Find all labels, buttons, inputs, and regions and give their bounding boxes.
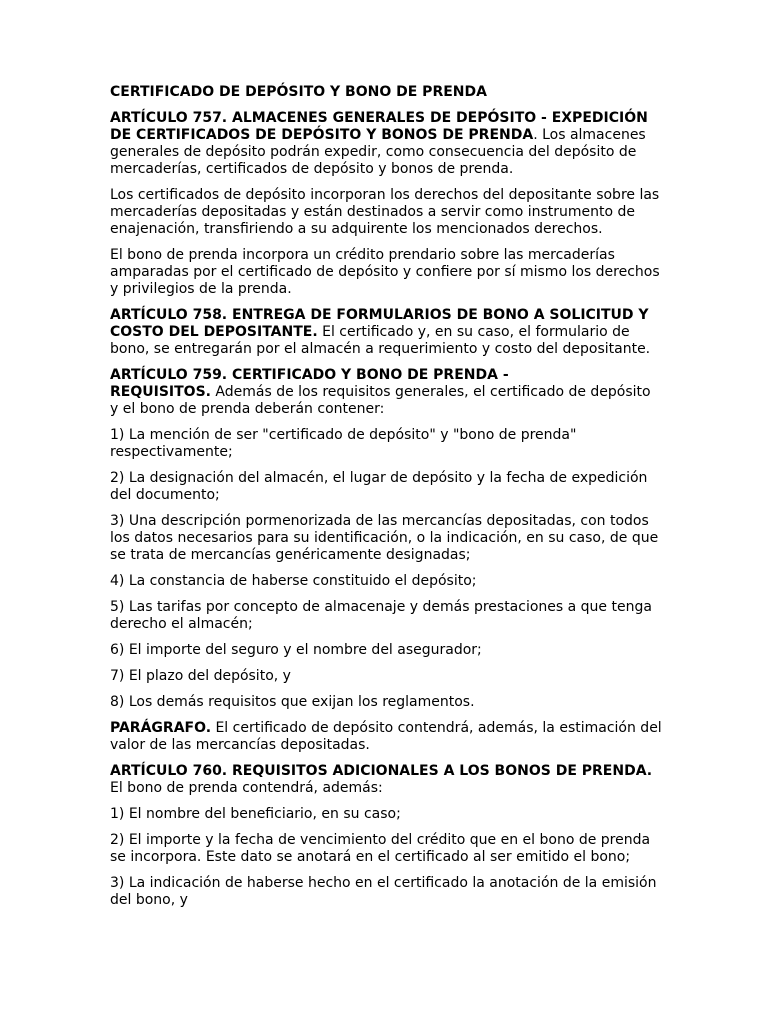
article-759-text: Además de los requisitos generales, el certificado de depósito y el bono de prenda deberán contener: (110, 384, 651, 417)
paragrafo (110, 720, 662, 754)
list-item: 5) Las tarifas por concepto de almacenaje y demás prestaciones a que tenga derecho el almacén; (110, 599, 652, 632)
article-759-heading-line2: REQUISITOS. (110, 384, 211, 400)
document-page (110, 84, 662, 918)
article-758 (110, 307, 662, 358)
list-item: 7) El plazo del depósito, y (110, 668, 291, 684)
article-757-heading: ARTÍCULO 757. ALMACENES GENERALES DE DEPÓSITO - EXPEDICIÓN DE CERTIFICADOS DE DEPÓSITO Y BONOS DE PRENDA (110, 110, 648, 143)
document-title: CERTIFICADO DE DEPÓSITO Y BONO DE PRENDA (110, 84, 487, 100)
list-item: 1) El nombre del beneficiario, en su caso; (110, 806, 401, 822)
article-760-text: El bono de prenda contendrá, además: (110, 780, 383, 796)
article-759-heading-line1: ARTÍCULO 759. CERTIFICADO Y BONO DE PRENDA - (110, 367, 509, 383)
article-757-text: . Los almacenes generales de depósito podrán expedir, como consecuencia del depósito de mercaderías, certificados de depósito y bonos de prenda. (110, 127, 646, 177)
list-item: 4) La constancia de haberse constituido el depósito; (110, 573, 477, 589)
article-760-heading: ARTÍCULO 760. REQUISITOS ADICIONALES A LOS BONOS DE PRENDA. (110, 763, 653, 779)
list-item: 6) El importe del seguro y el nombre del asegurador; (110, 642, 482, 658)
list-item: 2) La designación del almacén, el lugar de depósito y la fecha de expedición del documento; (110, 470, 648, 503)
paragraph-bono: El bono de prenda incorpora un crédito prendario sobre las mercaderías amparadas por el certificado de depósito y confiere por sí mismo los derechos y privilegios de la prenda. (110, 247, 660, 297)
article-758-text: El certificado y, en su caso, el formulario de bono, se entregarán por el almacén a requerimiento y costo del depositante. (110, 324, 651, 357)
article-759 (110, 367, 662, 418)
list-item: 3) Una descripción pormenorizada de las mercancías depositadas, con todos los datos necesarios para su identificación, o la indicación, en su caso, de que se trata de mercancías genéricamente designadas; (110, 513, 659, 563)
list-item: 8) Los demás requisitos que exijan los reglamentos. (110, 694, 475, 710)
paragrafo-heading: PARÁGRAFO. (110, 720, 212, 736)
list-item: 1) La mención de ser "certificado de depósito" y "bono de prenda" respectivamente; (110, 427, 577, 460)
article-758-heading: ARTÍCULO 758. ENTREGA DE FORMULARIOS DE BONO A SOLICITUD Y COSTO DEL DEPOSITANTE. (110, 307, 649, 340)
paragraph-certificados: Los certificados de depósito incorporan los derechos del depositante sobre las mercaderías depositadas y están destinados a servir como instrumento de enajenación, transfiriendo a su adquirente los mencionados derechos. (110, 187, 660, 237)
list-item: 2) El importe y la fecha de vencimiento del crédito que en el bono de prenda se incorpora. Este dato se anotará en el certificado al ser emitido el bono; (110, 832, 651, 865)
list-item: 3) La indicación de haberse hecho en el certificado la anotación de la emisión del bono, y (110, 875, 657, 908)
article-757 (110, 110, 662, 178)
article-760 (110, 763, 662, 797)
paragrafo-text: El certificado de depósito contendrá, además, la estimación del valor de las mercancías depositadas. (110, 720, 662, 753)
